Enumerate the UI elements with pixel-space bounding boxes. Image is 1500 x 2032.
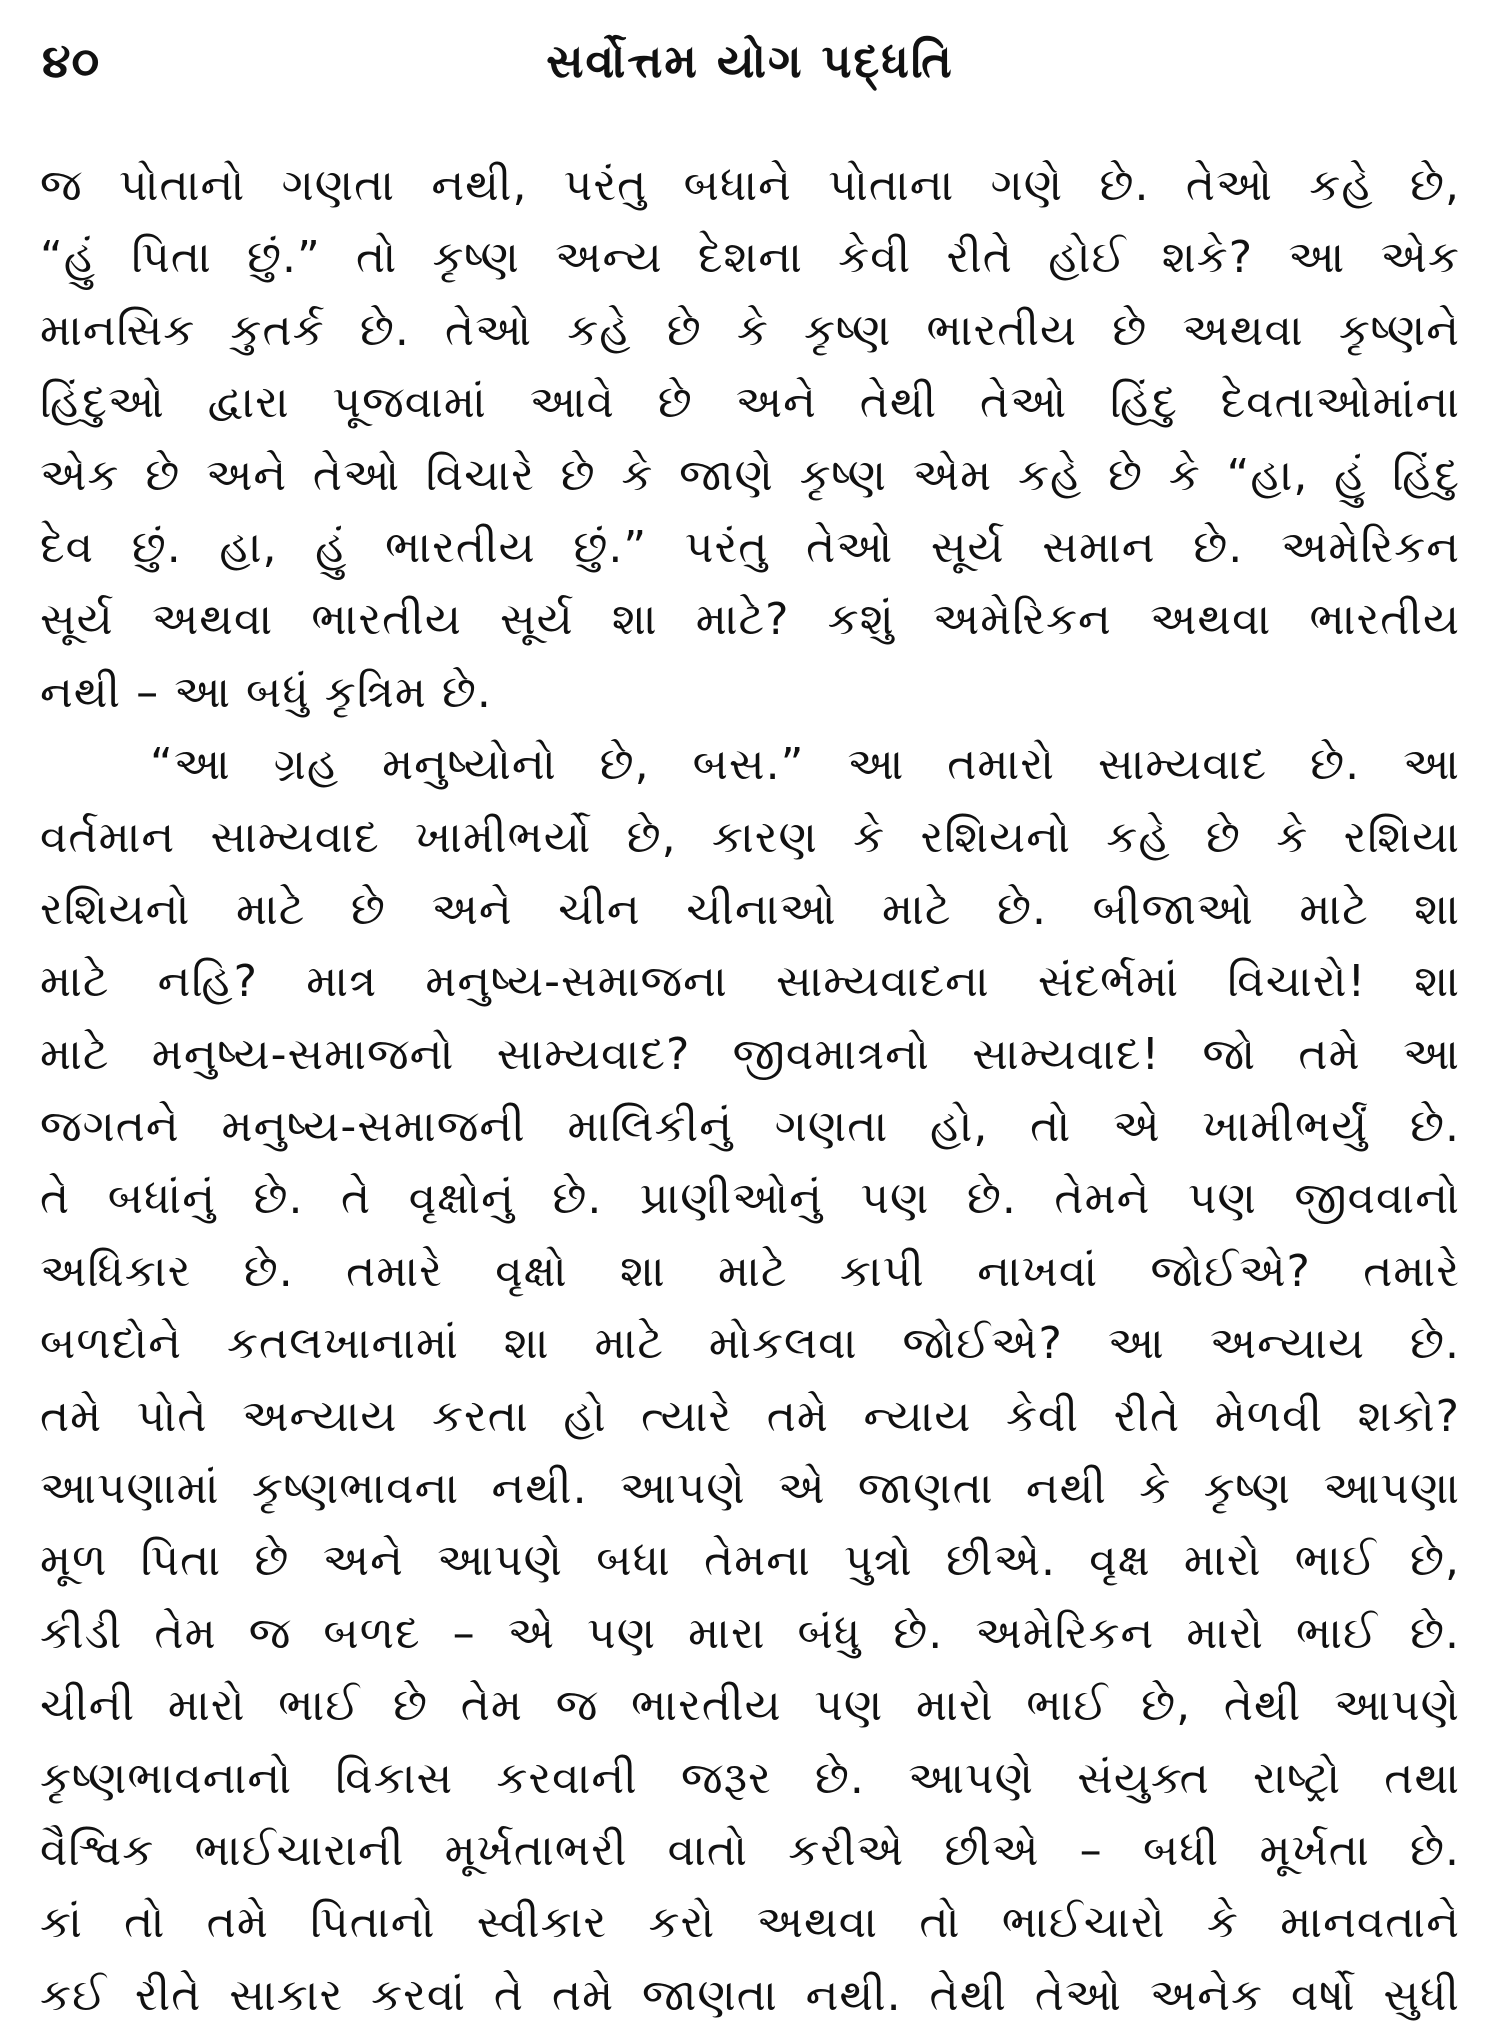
- running-title: સર્વોત્તમ યોગ પદ્ધતિ: [546, 34, 954, 88]
- text-line: વૈશ્વિક ભાઈચારાની મૂર્ખતાભરી વાતો કરીએ છીએ – બધી મૂર્ખતા છે.: [40, 1824, 1460, 1876]
- text-line: “હું પિતા છું.” તો કૃષ્ણ અન્ય દેશના કેવી રીતે હોઈ શકે? આ એક: [40, 232, 1460, 284]
- text-line: સૂર્ય અથવા ભારતીય સૂર્ય શા માટે? કશું અમેરિકન અથવા ભારતીય: [40, 594, 1460, 646]
- text-line: અધિકાર છે. તમારે વૃક્ષો શા માટે કાપી નાખવાં જોઈએ? તમારે: [40, 1245, 1460, 1297]
- text-line: એક છે અને તેઓ વિચારે છે કે જાણે કૃષ્ણ એમ કહે છે કે “હા, હું હિંદુ: [40, 449, 1460, 501]
- text-line: ચીની મારો ભાઈ છે તેમ જ ભારતીય પણ મારો ભાઈ છે, તેથી આપણે: [40, 1680, 1460, 1732]
- text-line: જ પોતાનો ગણતા નથી, પરંતુ બધાને પોતાના ગણે છે. તેઓ કહે છે,: [40, 160, 1460, 211]
- text-line: માટે નહિ? માત્ર મનુષ્ય-સમાજના સામ્યવાદના સંદર્ભમાં વિચારો! શા: [40, 956, 1460, 1008]
- text-line: બળદોને કતલખાનામાં શા માટે મોકલવા જોઈએ? આ અન્યાય છે.: [40, 1318, 1460, 1370]
- text-line: તે બધાંનું છે. તે વૃક્ષોનું છે. પ્રાણીઓનું પણ છે. તેમને પણ જીવવાનો: [40, 1173, 1460, 1225]
- text-line: હિંદુઓ દ્વારા પૂજવામાં આવે છે અને તેથી તેઓ હિંદુ દેવતાઓમાંના: [40, 377, 1460, 429]
- text-line: કૃષ્ણભાવનાનો વિકાસ કરવાની જરૂર છે. આપણે સંયુક્ત રાષ્ટ્રો તથા: [40, 1752, 1460, 1804]
- text-line: માટે મનુષ્ય-સમાજનો સામ્યવાદ? જીવમાત્રનો સામ્યવાદ! જો તમે આ: [40, 1028, 1460, 1080]
- text-line: નથી – આ બધું કૃત્રિમ છે.: [40, 666, 492, 718]
- text-line: માનસિક કુતર્ક છે. તેઓ કહે છે કે કૃષ્ણ ભારતીય છે અથવા કૃષ્ણને: [40, 304, 1460, 356]
- text-line: કઈ રીતે સાકાર કરવાં તે તમે જાણતા નથી. તેથી તેઓ અનેક વર્ષો સુધી: [40, 1969, 1460, 2021]
- text-line: કાં તો તમે પિતાનો સ્વીકાર કરો અથવા તો ભાઈચારો કે માનવતાને: [40, 1897, 1460, 1949]
- text-line: રશિયનો માટે છે અને ચીન ચીનાઓ માટે છે. બીજાઓ માટે શા: [40, 883, 1460, 935]
- text-line: જગતને મનુષ્ય-સમાજની માલિકીનું ગણતા હો, તો એ ખામીભર્યું છે.: [40, 1101, 1460, 1153]
- text-line: “આ ગ્રહ મનુષ્યોનો છે, બસ.” આ તમારો સામ્યવાદ છે. આ: [150, 739, 1460, 791]
- text-line: મૂળ પિતા છે અને આપણે બધા તેમના પુત્રો છીએ. વૃક્ષ મારો ભાઈ છે,: [40, 1535, 1460, 1587]
- body-text: [40, 150, 1460, 2032]
- text-line: દેવ છું. હા, હું ભારતીય છું.” પરંતુ તેઓ સૂર્ય સમાન છે. અમેરિકન: [40, 521, 1460, 573]
- text-line: આપણામાં કૃષ્ણભાવના નથી. આપણે એ જાણતા નથી કે કૃષ્ણ આપણા: [40, 1463, 1460, 1515]
- page-header: [40, 28, 1460, 98]
- text-line: વર્તમાન સામ્યવાદ ખામીભર્યો છે, કારણ કે રશિયનો કહે છે કે રશિયા: [40, 811, 1460, 863]
- text-line: તમે પોતે અન્યાય કરતા હો ત્યારે તમે ન્યાય કેવી રીતે મેળવી શકો?: [40, 1390, 1460, 1442]
- text-line: કીડી તેમ જ બળદ – એ પણ મારા બંધુ છે. અમેરિકન મારો ભાઈ છે.: [40, 1607, 1460, 1659]
- page-number: ૪૦: [42, 34, 101, 88]
